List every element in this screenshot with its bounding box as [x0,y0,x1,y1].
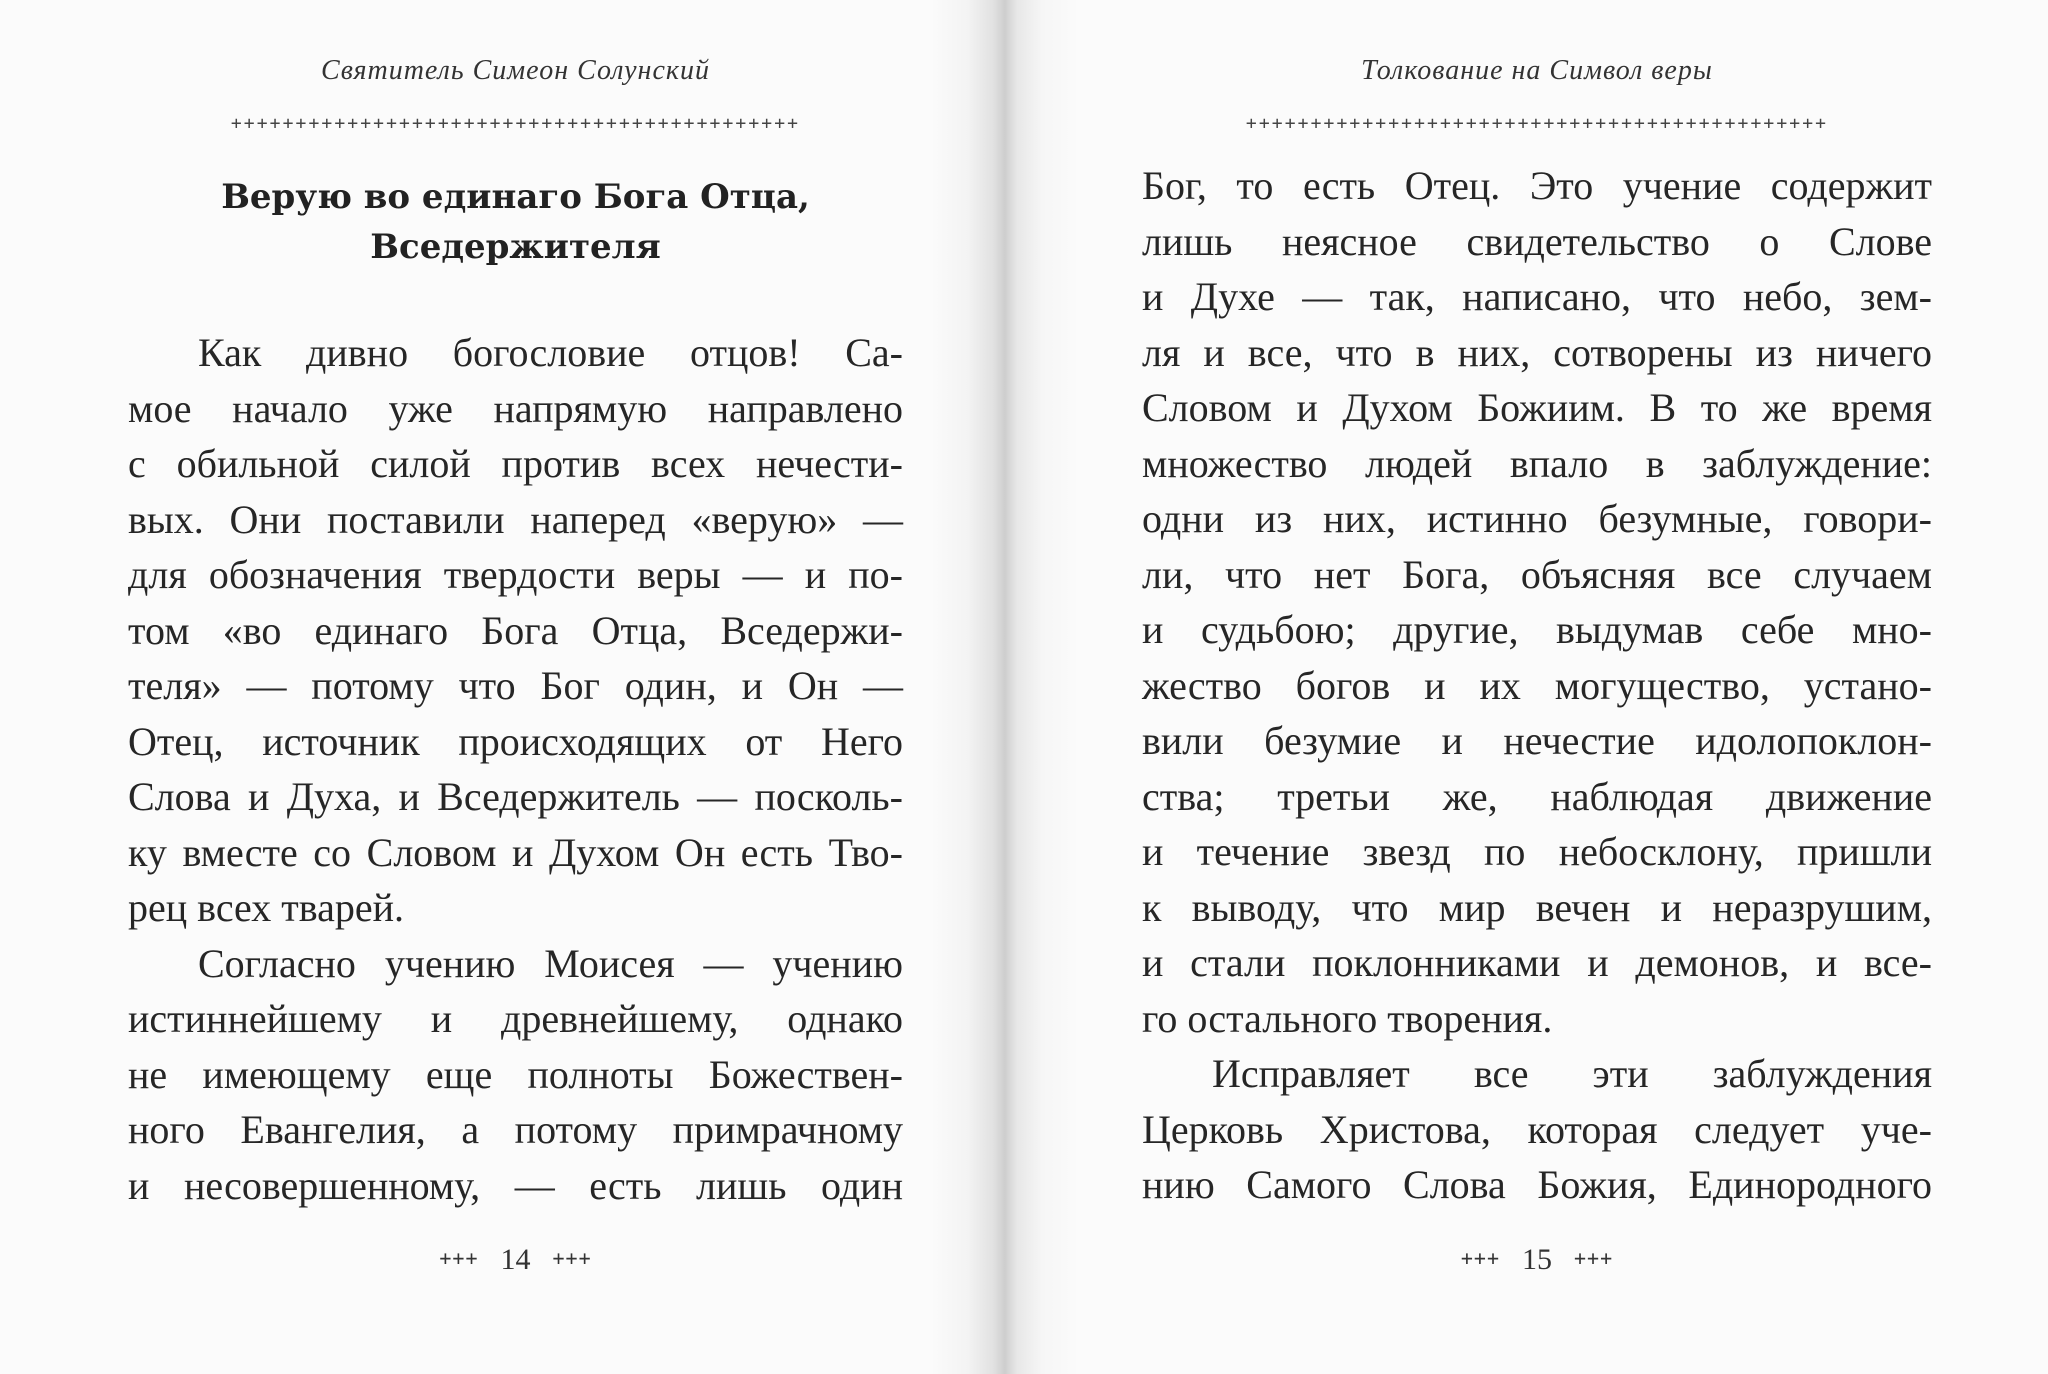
text-line: и несовершенному, — есть лишь один [128,1162,903,1208]
section-title-line: Верую во единаго Бога Отца, [221,177,810,217]
text-line: ли, что нет Бога, объясняя все случаем [1142,551,1932,597]
text-line: для обозначения твердости веры — и по- [128,552,903,597]
section-title [128,172,903,272]
text-line: не имеющему еще полноты Божествен- [128,1051,903,1097]
page-number-left [128,1243,903,1277]
text-line: Церковь Христова, которая следует уче- [1142,1106,1932,1152]
text-line: нию Самого Слова Божия, Единородного [1142,1162,1932,1207]
text-line: истиннейшему и древнейшему, однако [128,996,903,1041]
text-line: вили безумие и нечестие идолопоклон- [1142,718,1932,763]
text-line: Отец, источник происходящих от Него [128,718,903,764]
text-line: ства; третьи же, наблюдая движение [1142,773,1932,819]
folio-ornament: +++ [1460,1246,1500,1270]
folio-ornament: +++ [439,1246,479,1270]
text-line: рец всех тварей. [128,885,405,930]
text-line: Слова и Духа, и Вседержитель — посколь- [128,774,903,819]
text-line: ного Евангелия, а потому примрачному [128,1107,903,1152]
ornament-rule-left: ++++++++++++++++++++++++++++++++++++++++++++ [230,113,801,134]
right-page [1142,0,1932,1374]
text-line: теля» — потому что Бог один, и Он — [128,663,903,708]
text-line: и Духе — так, написано, что небо, зем- [1142,274,1932,319]
text-line: Как дивно богословие отцов! Са- [198,330,903,375]
text-line: и течение звезд по небосклону, пришли [1142,829,1932,874]
text-line: и судьбою; другие, выдумав себе мно- [1142,607,1932,652]
text-line: к выводу, что мир вечен и неразрушим, [1142,884,1932,930]
page-number-right [1142,1243,1932,1277]
left-page [128,0,903,1374]
text-line: Согласно учению Моисея — учению [198,940,903,986]
folio-ornament: +++ [552,1246,592,1270]
text-line: и стали поклонниками и демонов, и все- [1142,940,1932,985]
text-line: одни из них, истинно безумные, говори- [1142,496,1932,541]
text-line: ля и все, что в них, сотворены из ничего [1142,329,1932,375]
page-number: 14 [500,1243,531,1276]
running-head-left: Святитель Симеон Солунский [321,55,710,86]
text-line: жество богов и их могущество, устано- [1142,662,1932,708]
book-gutter-shadow [930,0,1080,1374]
text-line: множество людей впало в заблуждение: [1142,440,1932,486]
text-line: мое начало уже напрямую направлено [128,385,903,431]
text-line: том «во единаго Бога Отца, Вседержи- [128,607,903,653]
text-line: Бог, то есть Отец. Это учение содержит [1142,163,1932,208]
ornament-rule-right: +++++++++++++++++++++++++++++++++++++++++++++ [1245,113,1829,134]
text-line: Словом и Духом Божиим. В то же время [1142,385,1932,430]
running-head-right: Толкование на Символ веры [1361,55,1713,86]
text-line: го остального творения. [1142,995,1553,1041]
text-line: Исправляет все эти заблуждения [1212,1051,1932,1096]
body-text-right [1142,158,1932,1213]
text-line: вых. Они поставили наперед «верую» — [128,496,903,542]
section-title-line: Вседержителя [370,227,661,267]
text-line: лишь неясное свидетельство о Слове [1142,218,1932,264]
page-number: 15 [1522,1243,1552,1276]
text-line: ку вместе со Словом и Духом Он есть Тво- [128,829,903,875]
folio-ornament: +++ [1574,1246,1614,1270]
text-line: с обильной силой против всех нечести- [128,441,903,486]
body-text-left [128,325,903,1213]
